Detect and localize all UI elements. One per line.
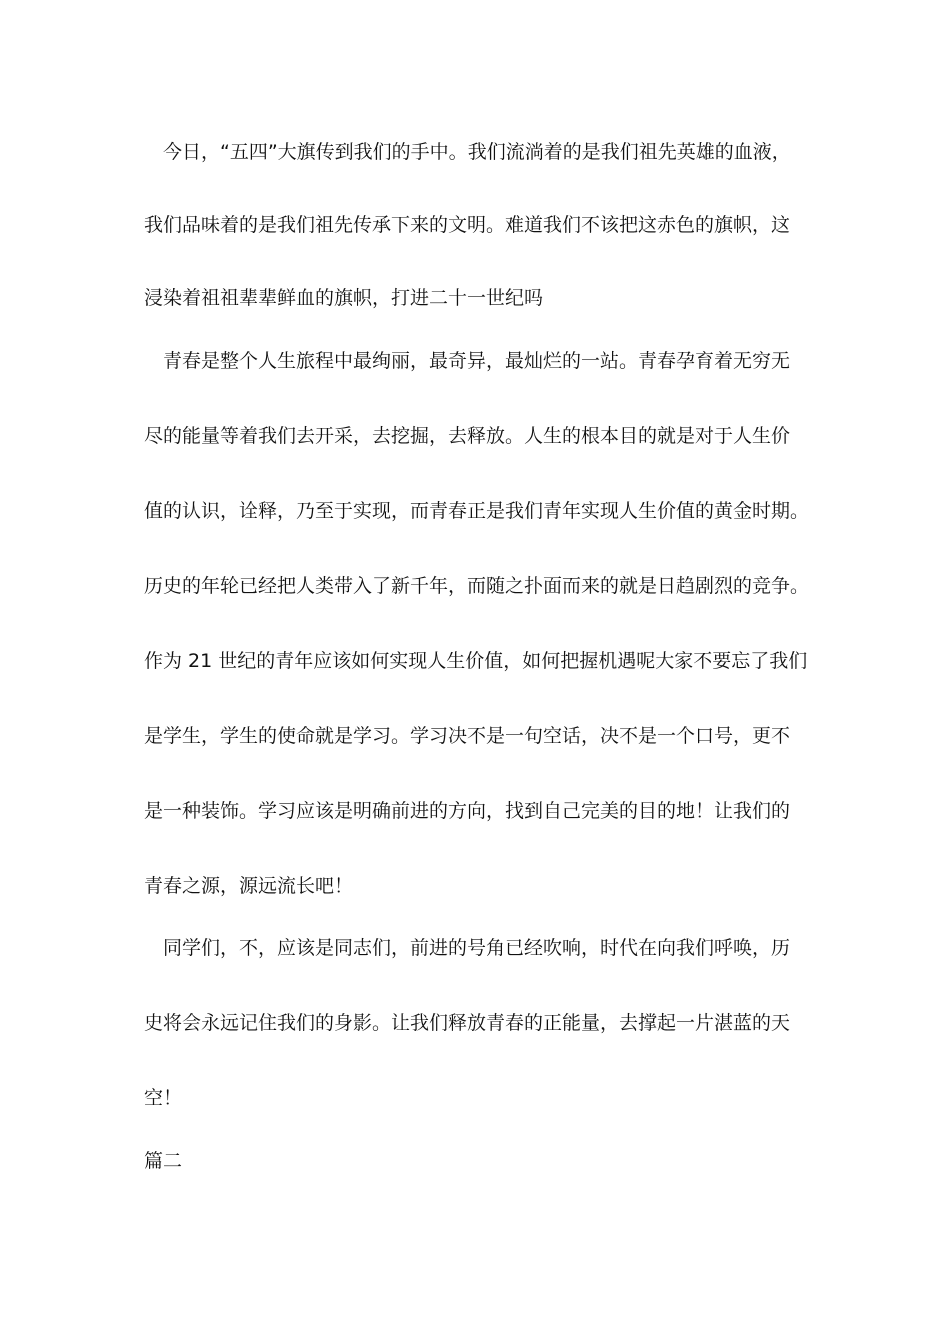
paragraph-3-line-2: 史将会永远记住我们的身影。让我们释放青春的正能量，去撑起一片湛蓝的天 bbox=[144, 1012, 791, 1034]
paragraph-3-line-3: 空！ bbox=[144, 1087, 183, 1109]
section-heading: 篇二 bbox=[144, 1150, 183, 1172]
paragraph-3-line-1: 同学们，不，应该是同志们，前进的号角已经吹响，时代在向我们呼唤，历 bbox=[144, 937, 791, 959]
paragraph-1-line-3: 浸染着祖祖辈辈鲜血的旗帜，打进二十一世纪吗 bbox=[144, 287, 544, 309]
paragraph-2-line-4: 历史的年轮已经把人类带入了新千年，而随之扑面而来的就是日趋剧烈的竞争。 bbox=[144, 575, 810, 597]
paragraph-2-line-8: 青春之源，源远流长吧！ bbox=[144, 875, 354, 897]
paragraph-1-line-2: 我们品味着的是我们祖先传承下来的文明。难道我们不该把这赤色的旗帜，这 bbox=[144, 214, 791, 236]
paragraph-2-line-2: 尽的能量等着我们去开采，去挖掘，去释放。人生的根本目的就是对于人生价 bbox=[144, 425, 791, 447]
paragraph-2-line-1: 青春是整个人生旅程中最绚丽，最奇异，最灿烂的一站。青春孕育着无穷无 bbox=[144, 350, 791, 372]
paragraph-2-line-3: 值的认识，诠释，乃至于实现，而青春正是我们青年实现人生价值的黄金时期。 bbox=[144, 500, 810, 522]
paragraph-2-line-7: 是一种装饰。学习应该是明确前进的方向，找到自己完美的目的地！让我们的 bbox=[144, 800, 791, 822]
paragraph-2-line-6: 是学生，学生的使命就是学习。学习决不是一句空话，决不是一个口号，更不 bbox=[144, 725, 791, 747]
paragraph-1-line-1: 今日，“五四”大旗传到我们的手中。我们流淌着的是我们祖先英雄的血液， bbox=[144, 141, 791, 163]
paragraph-2-line-5: 作为 21 世纪的青年应该如何实现人生价值，如何把握机遇呢大家不要忘了我们 bbox=[144, 650, 808, 672]
